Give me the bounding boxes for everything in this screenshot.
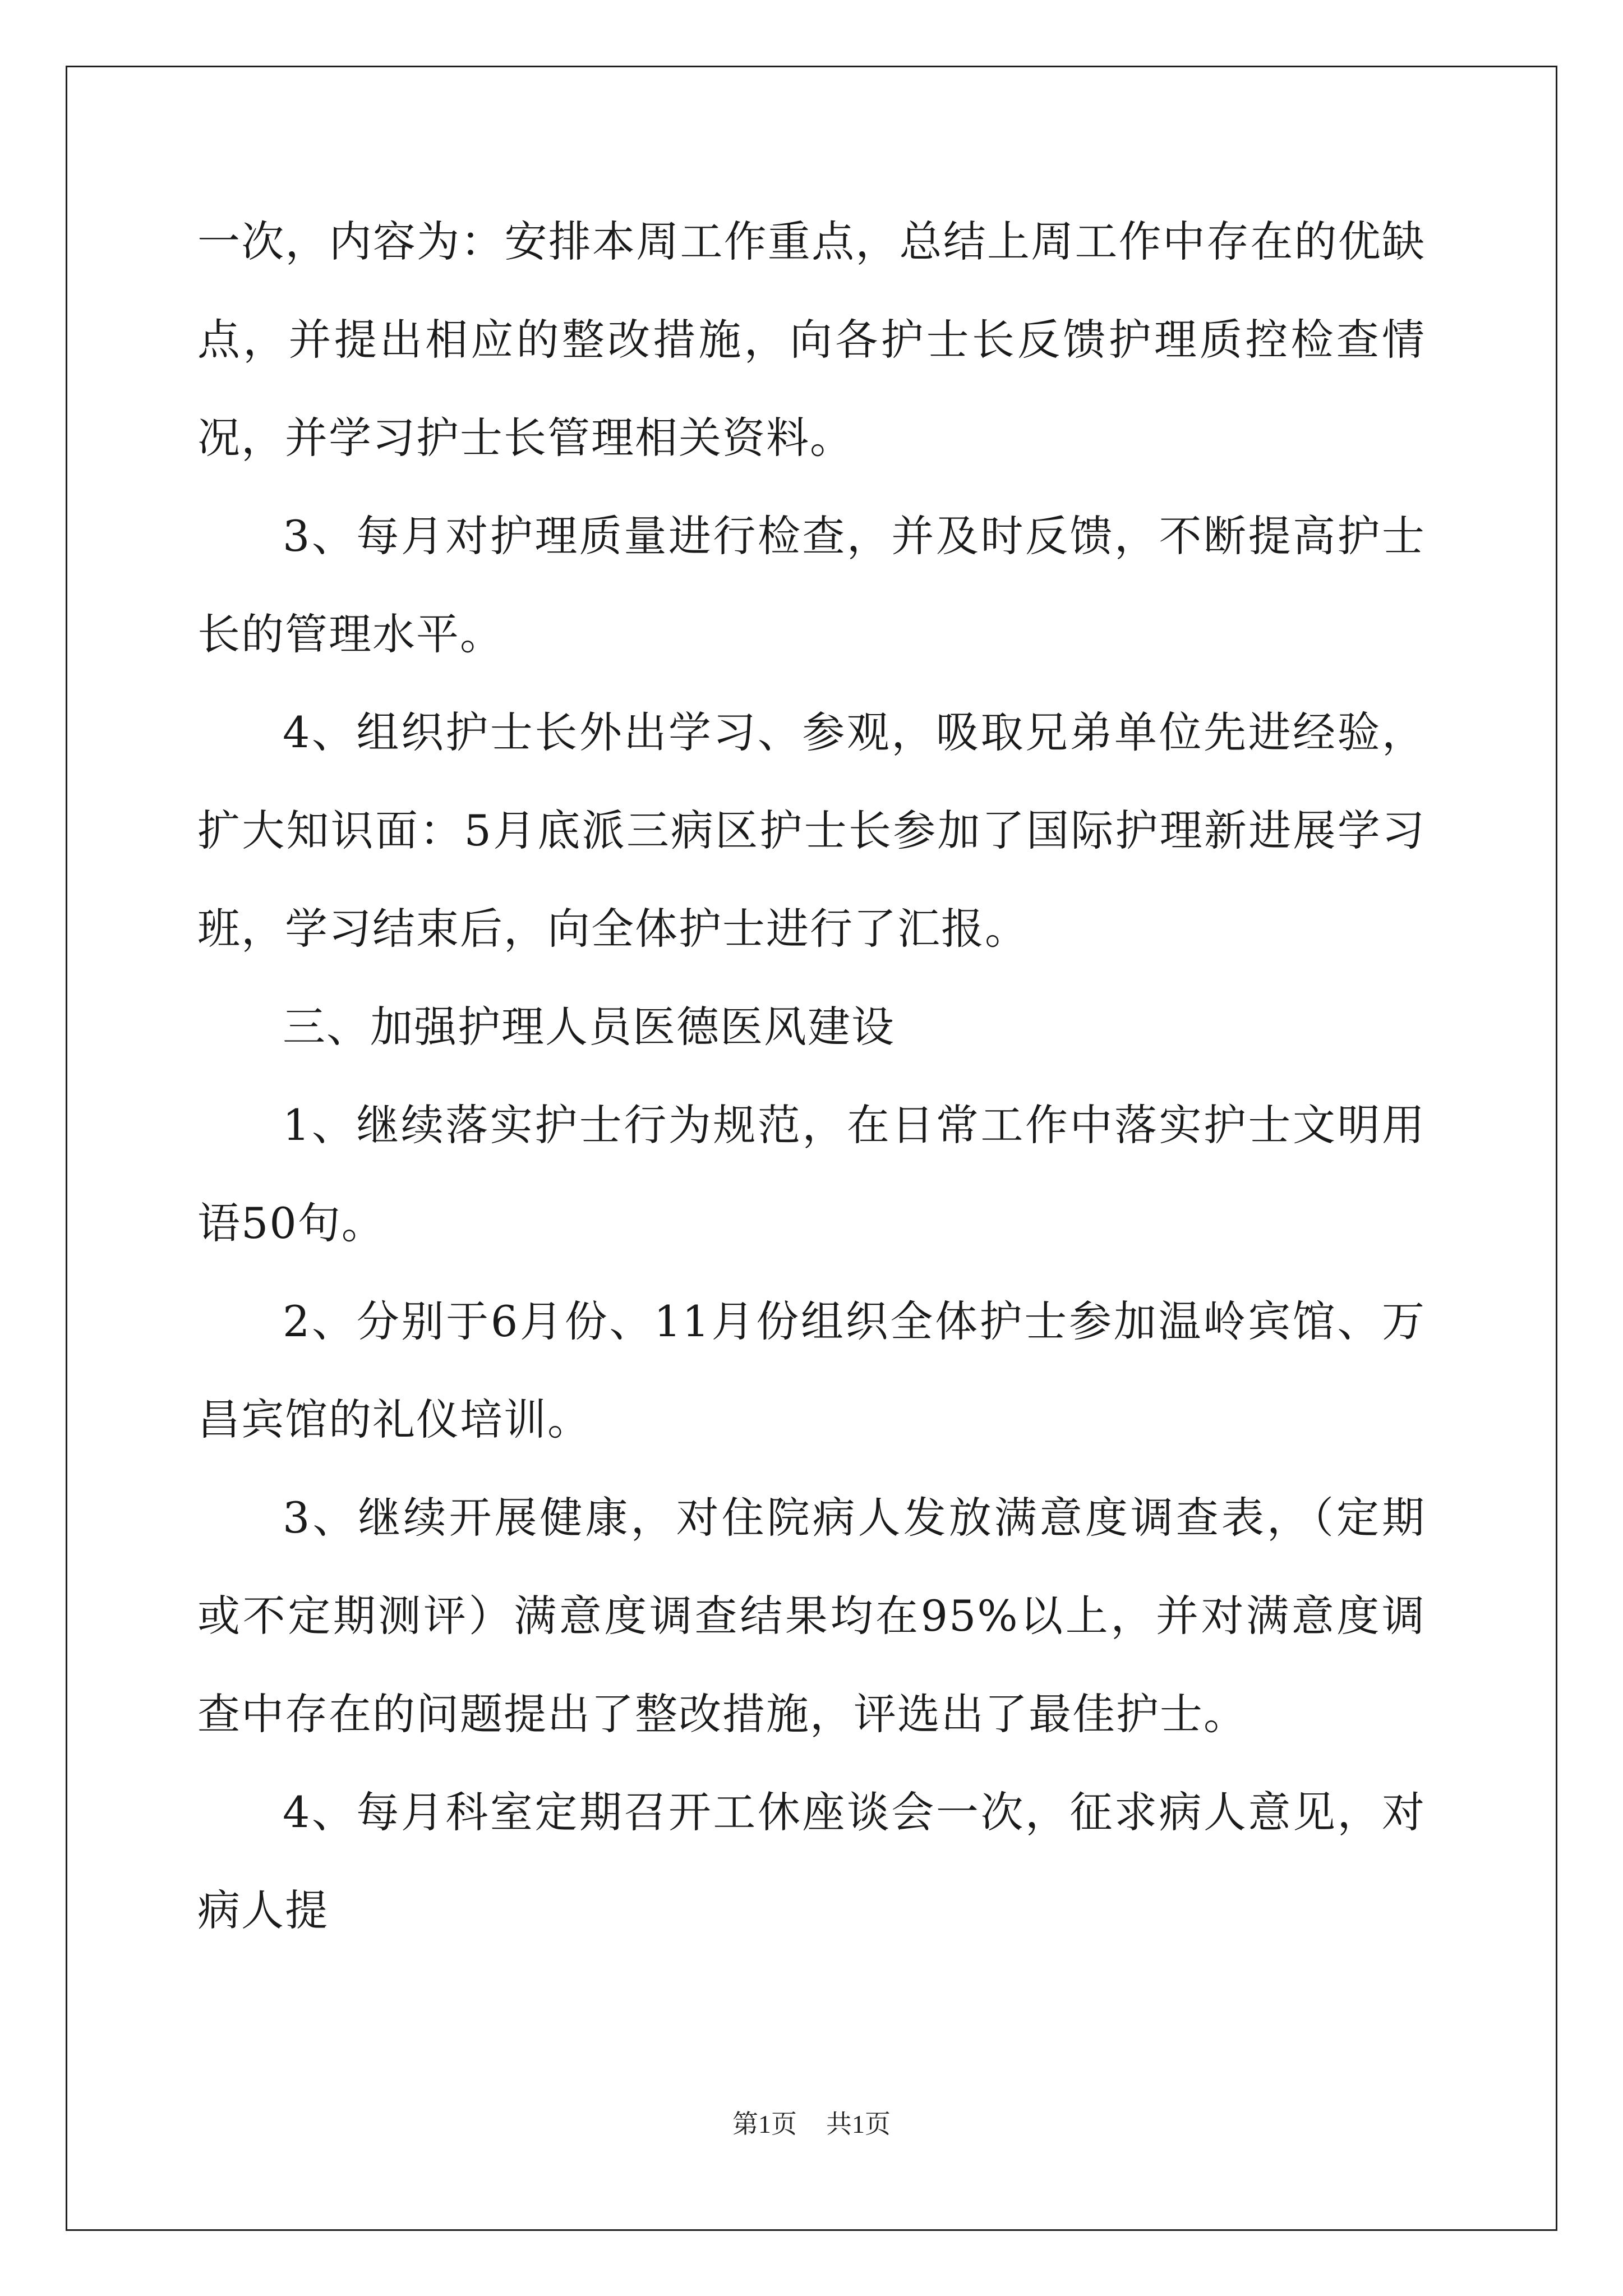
page-total: 共1页 — [826, 2110, 891, 2138]
document-body — [197, 192, 1426, 1959]
page-number: 第1页 — [732, 2110, 797, 2138]
paragraph: 3、继续开展健康，对住院病人发放满意度调查表，（定期或不定期测评）满意度调查结果均在95%以上，并对满意度调查中存在的问题提出了整改措施，评选出了最佳护士。 — [197, 1493, 1426, 1739]
paragraph: 4、组织护士长外出学习、参观，吸取兄弟单位先进经验，扩大知识面：5月底派三病区护士长参加了国际护理新进展学习班，学习结束后，向全体护士进行了汇报。 — [197, 707, 1426, 954]
section-heading: 三、加强护理人员医德医风建设 — [283, 1002, 895, 1052]
paragraph: 一次，内容为：安排本周工作重点，总结上周工作中存在的优缺点，并提出相应的整改措施，向各护士长反馈护理质控检查情况，并学习护士长管理相关资料。 — [197, 217, 1426, 463]
paragraph: 1、继续落实护士行为规范，在日常工作中落实护士文明用语50句。 — [197, 1100, 1426, 1248]
paragraph: 3、每月对护理质量进行检查，并及时反馈，不断提高护士长的管理水平。 — [197, 511, 1426, 659]
paragraph: 2、分别于6月份、11月份组织全体护士参加温岭宾馆、万昌宾馆的礼仪培训。 — [197, 1296, 1426, 1444]
paragraph: 4、每月科室定期召开工休座谈会一次，征求病人意见，对病人提 — [197, 1787, 1426, 1935]
page-footer — [0, 2108, 1623, 2141]
